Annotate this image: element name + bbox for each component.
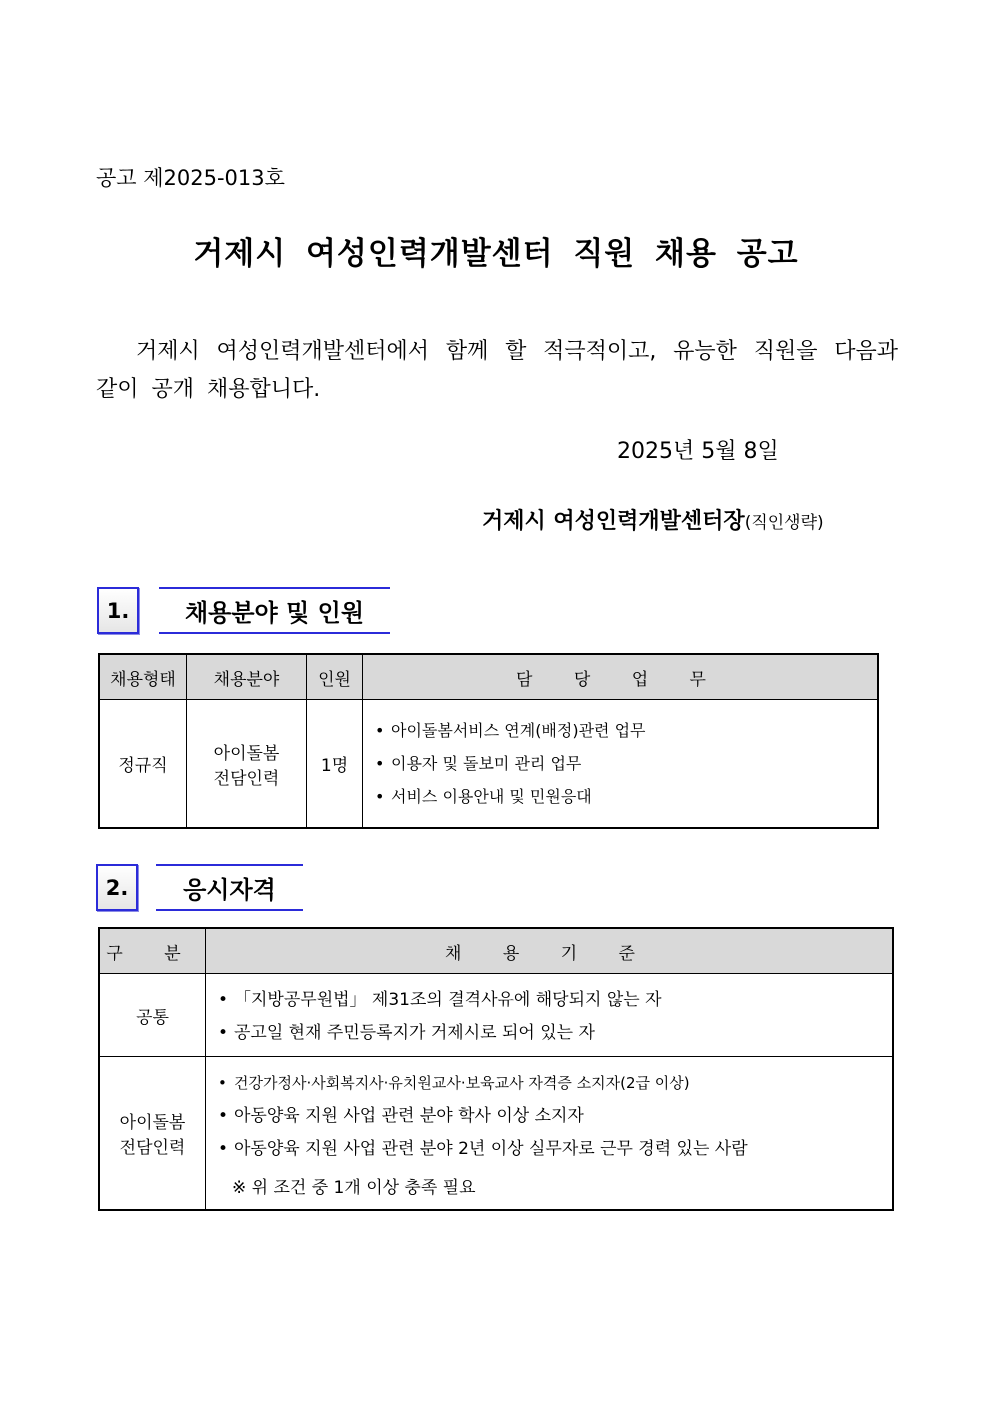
category-line-2: 전담인력	[119, 1138, 186, 1158]
header-criteria: 채 용 기 준	[206, 928, 894, 974]
qualification-table	[98, 927, 894, 1211]
section-2-number: 2.	[96, 864, 138, 911]
page-title: 거제시 여성인력개발센터 직원 채용 공고	[193, 236, 799, 272]
table-header-row	[99, 654, 878, 700]
header-count: 인원	[307, 654, 363, 700]
recruitment-field	[187, 700, 307, 829]
category-childcare	[99, 1057, 206, 1211]
criteria-item: • 「지방공무원법」 제31조의 결격사유에 해당되지 않는 자	[218, 984, 882, 1017]
seal-note: (직인생략)	[744, 513, 824, 533]
header-category: 구 분	[99, 928, 206, 974]
recruitment-table	[98, 653, 879, 829]
criteria-note: ※ 위 조건 중 1개 이상 충족 필요	[232, 1178, 476, 1198]
employment-type: 정규직	[99, 700, 187, 829]
table-row	[99, 700, 878, 829]
criteria-item: • 아동양육 지원 사업 관련 분야 학사 이상 소지자	[218, 1100, 882, 1133]
header-field: 채용분야	[187, 654, 307, 700]
section-1-title: 채용분야 및 인원	[159, 587, 390, 634]
signer	[482, 504, 824, 535]
intro-paragraph: 거제시 여성인력개발센터에서 함께 할 적극적이고, 유능한 직원을 다음과 같이 공개 채용합니다.	[96, 339, 898, 402]
category-common: 공통	[99, 974, 206, 1057]
criteria-item: • 공고일 현재 주민등록지가 거제시로 되어 있는 자	[218, 1017, 882, 1050]
notice-date: 2025년 5월 8일	[617, 439, 779, 464]
duty-item: • 아이돌봄서비스 연계(배정)관련 업무	[375, 714, 867, 747]
criteria-cell	[206, 1057, 894, 1211]
field-line-2: 전담인력	[213, 768, 280, 789]
table-row	[99, 974, 893, 1057]
criteria-item: • 아동양육 지원 사업 관련 분야 2년 이상 실무자로 근무 경력 있는 사람	[218, 1133, 882, 1166]
duty-item: • 이용자 및 돌보미 관리 업무	[375, 747, 867, 780]
criteria-item: • 건강가정사·사회복지사·유치원교사·보육교사 자격증 소지자(2급 이상)	[218, 1067, 882, 1100]
section-2-title: 응시자격	[156, 864, 303, 911]
table-header-row	[99, 928, 893, 974]
section-1-number: 1.	[97, 587, 139, 634]
duties-cell	[363, 700, 879, 829]
criteria-cell	[206, 974, 894, 1057]
category-line-1: 아이돌봄	[119, 1113, 186, 1133]
signer-name: 거제시 여성인력개발센터장	[482, 509, 745, 534]
header-type: 채용형태	[99, 654, 187, 700]
table-row	[99, 1057, 893, 1211]
duty-item: • 서비스 이용안내 및 민원응대	[375, 780, 867, 813]
notice-number: 공고 제2025-013호	[96, 166, 285, 190]
field-line-1: 아이돌봄	[213, 743, 280, 764]
headcount: 1명	[307, 700, 363, 829]
header-duties: 담 당 업 무	[363, 654, 879, 700]
